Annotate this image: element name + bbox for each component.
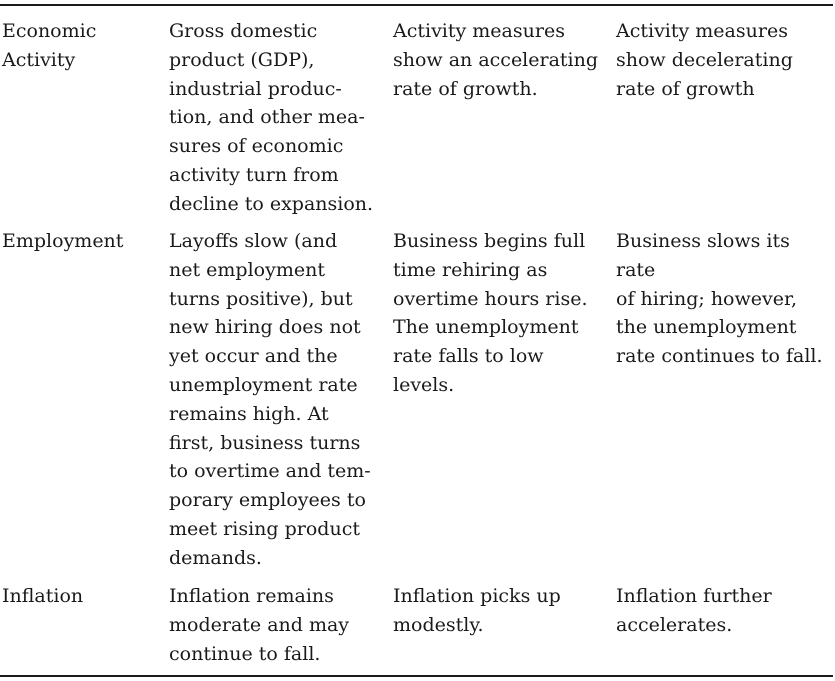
table-cell: Activity measures show an accelerating rate of growth.: [393, 20, 599, 100]
table-cell: Business begins full time rehiring as overtime hours rise. The unemployment rate falls to low levels.: [393, 230, 588, 396]
table-cell: Activity measures show decelerating rate of growth: [616, 20, 793, 100]
table-top-rule: [0, 4, 833, 6]
row-label-inflation: Inflation: [2, 585, 84, 607]
table-cell: Inflation picks up modestly.: [393, 585, 561, 636]
table-cell: Layoffs slow (and net employment turns positive), but new hiring does not yet occur and the unemployment rate remains high. At first, business turns to overtime and tem- porary employees to meet rising product demands.: [169, 230, 371, 569]
row-label-economic-activity: Economic Activity: [2, 20, 97, 71]
table-cell: Inflation remains moderate and may continue to fall.: [169, 585, 350, 665]
table-cell: Business slows its rate of hiring; however, the unemployment rate continues to fall.: [616, 230, 823, 368]
row-label-employment: Employment: [2, 230, 124, 252]
table-cell: Inflation further accelerates.: [616, 585, 772, 636]
table-bottom-rule: [0, 675, 833, 677]
table-cell: Gross domestic product (GDP), industrial produc- tion, and other mea- sures of economic activity turn from decline to expansion.: [169, 20, 374, 215]
